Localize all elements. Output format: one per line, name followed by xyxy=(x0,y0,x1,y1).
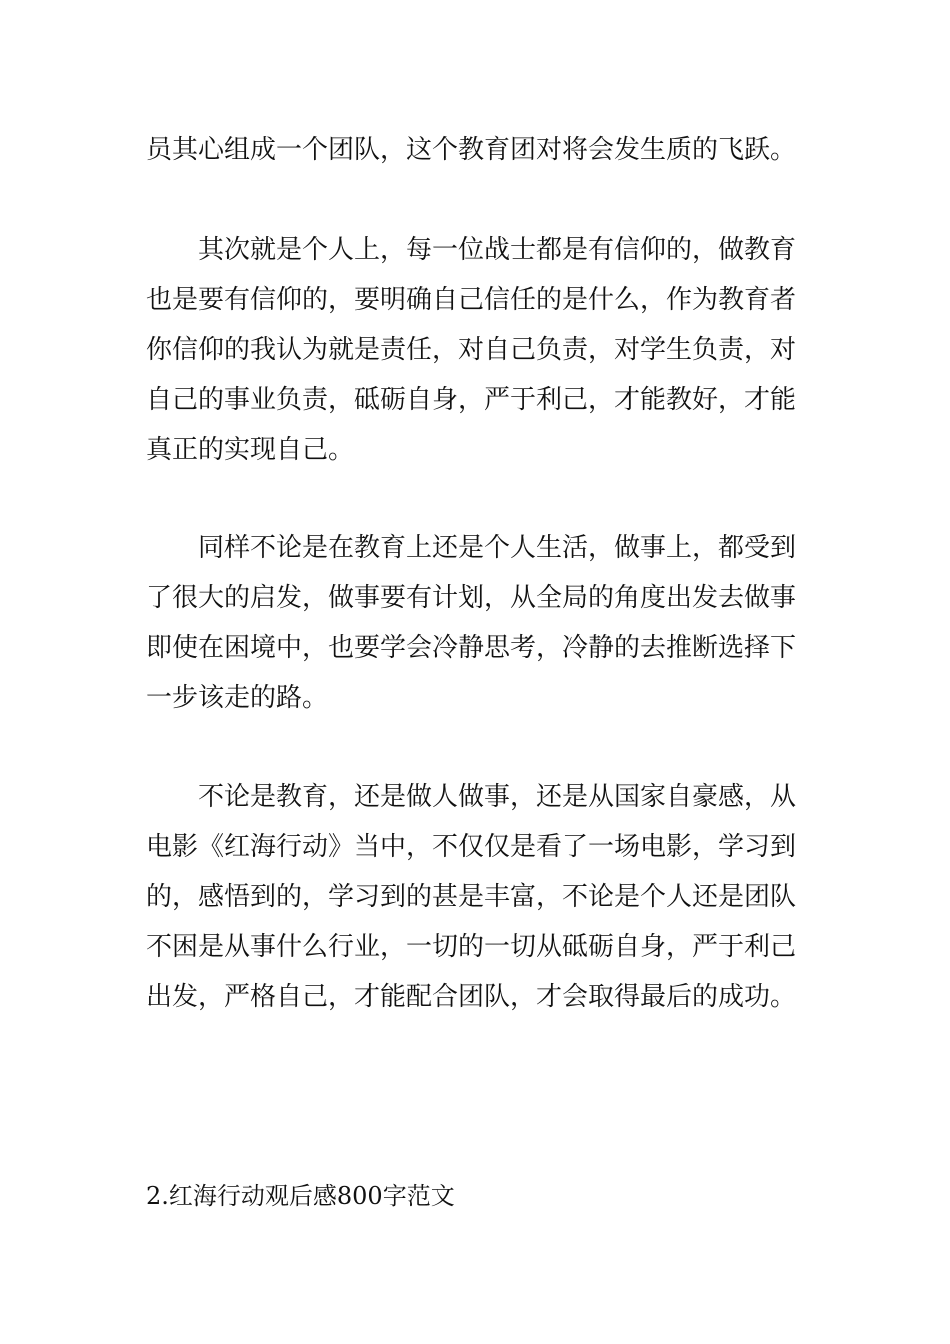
text-line: 不论是教育，还是做人做事，还是从国家自豪感，从 xyxy=(198,782,797,812)
text-line: 即使在困境中，也要学会冷静思考，冷静的去推断选择下 xyxy=(146,633,797,663)
text-line: 自己的事业负责，砥砺自身，严于利己，才能教好，才能 xyxy=(146,385,797,415)
paragraph-3 xyxy=(146,523,816,723)
text-line: 了很大的启发，做事要有计划，从全局的角度出发去做事 xyxy=(146,583,797,613)
text-line: 不困是从事什么行业，一切的一切从砥砺自身，严于利己 xyxy=(146,932,797,962)
text-line: 一步该走的路。 xyxy=(146,683,329,713)
text-line: 电影《红海行动》当中，不仅仅是看了一场电影，学习到 xyxy=(146,832,797,862)
text-line: 同样不论是在教育上还是个人生活，做事上，都受到 xyxy=(198,533,797,563)
paragraph-4 xyxy=(146,772,816,1022)
text-line: 真正的实现自己。 xyxy=(146,435,355,465)
text-line: 员其心组成一个团队，这个教育团对将会发生质的飞跃。 xyxy=(146,135,797,165)
text-line: 也是要有信仰的，要明确自己信任的是什么，作为教育者 xyxy=(146,285,797,315)
text-line: 出发，严格自己，才能配合团队，才会取得最后的成功。 xyxy=(146,982,797,1012)
paragraph-2 xyxy=(146,225,816,475)
text-line: 其次就是个人上，每一位战士都是有信仰的，做教育 xyxy=(198,235,797,265)
section-heading: 2.红海行动观后感800字范文 xyxy=(146,1182,455,1210)
text-line: 你信仰的我认为就是责任，对自己负责，对学生负责，对 xyxy=(146,335,797,365)
text-line: 的，感悟到的，学习到的甚是丰富，不论是个人还是团队 xyxy=(146,882,797,912)
paragraph-1 xyxy=(146,125,816,175)
